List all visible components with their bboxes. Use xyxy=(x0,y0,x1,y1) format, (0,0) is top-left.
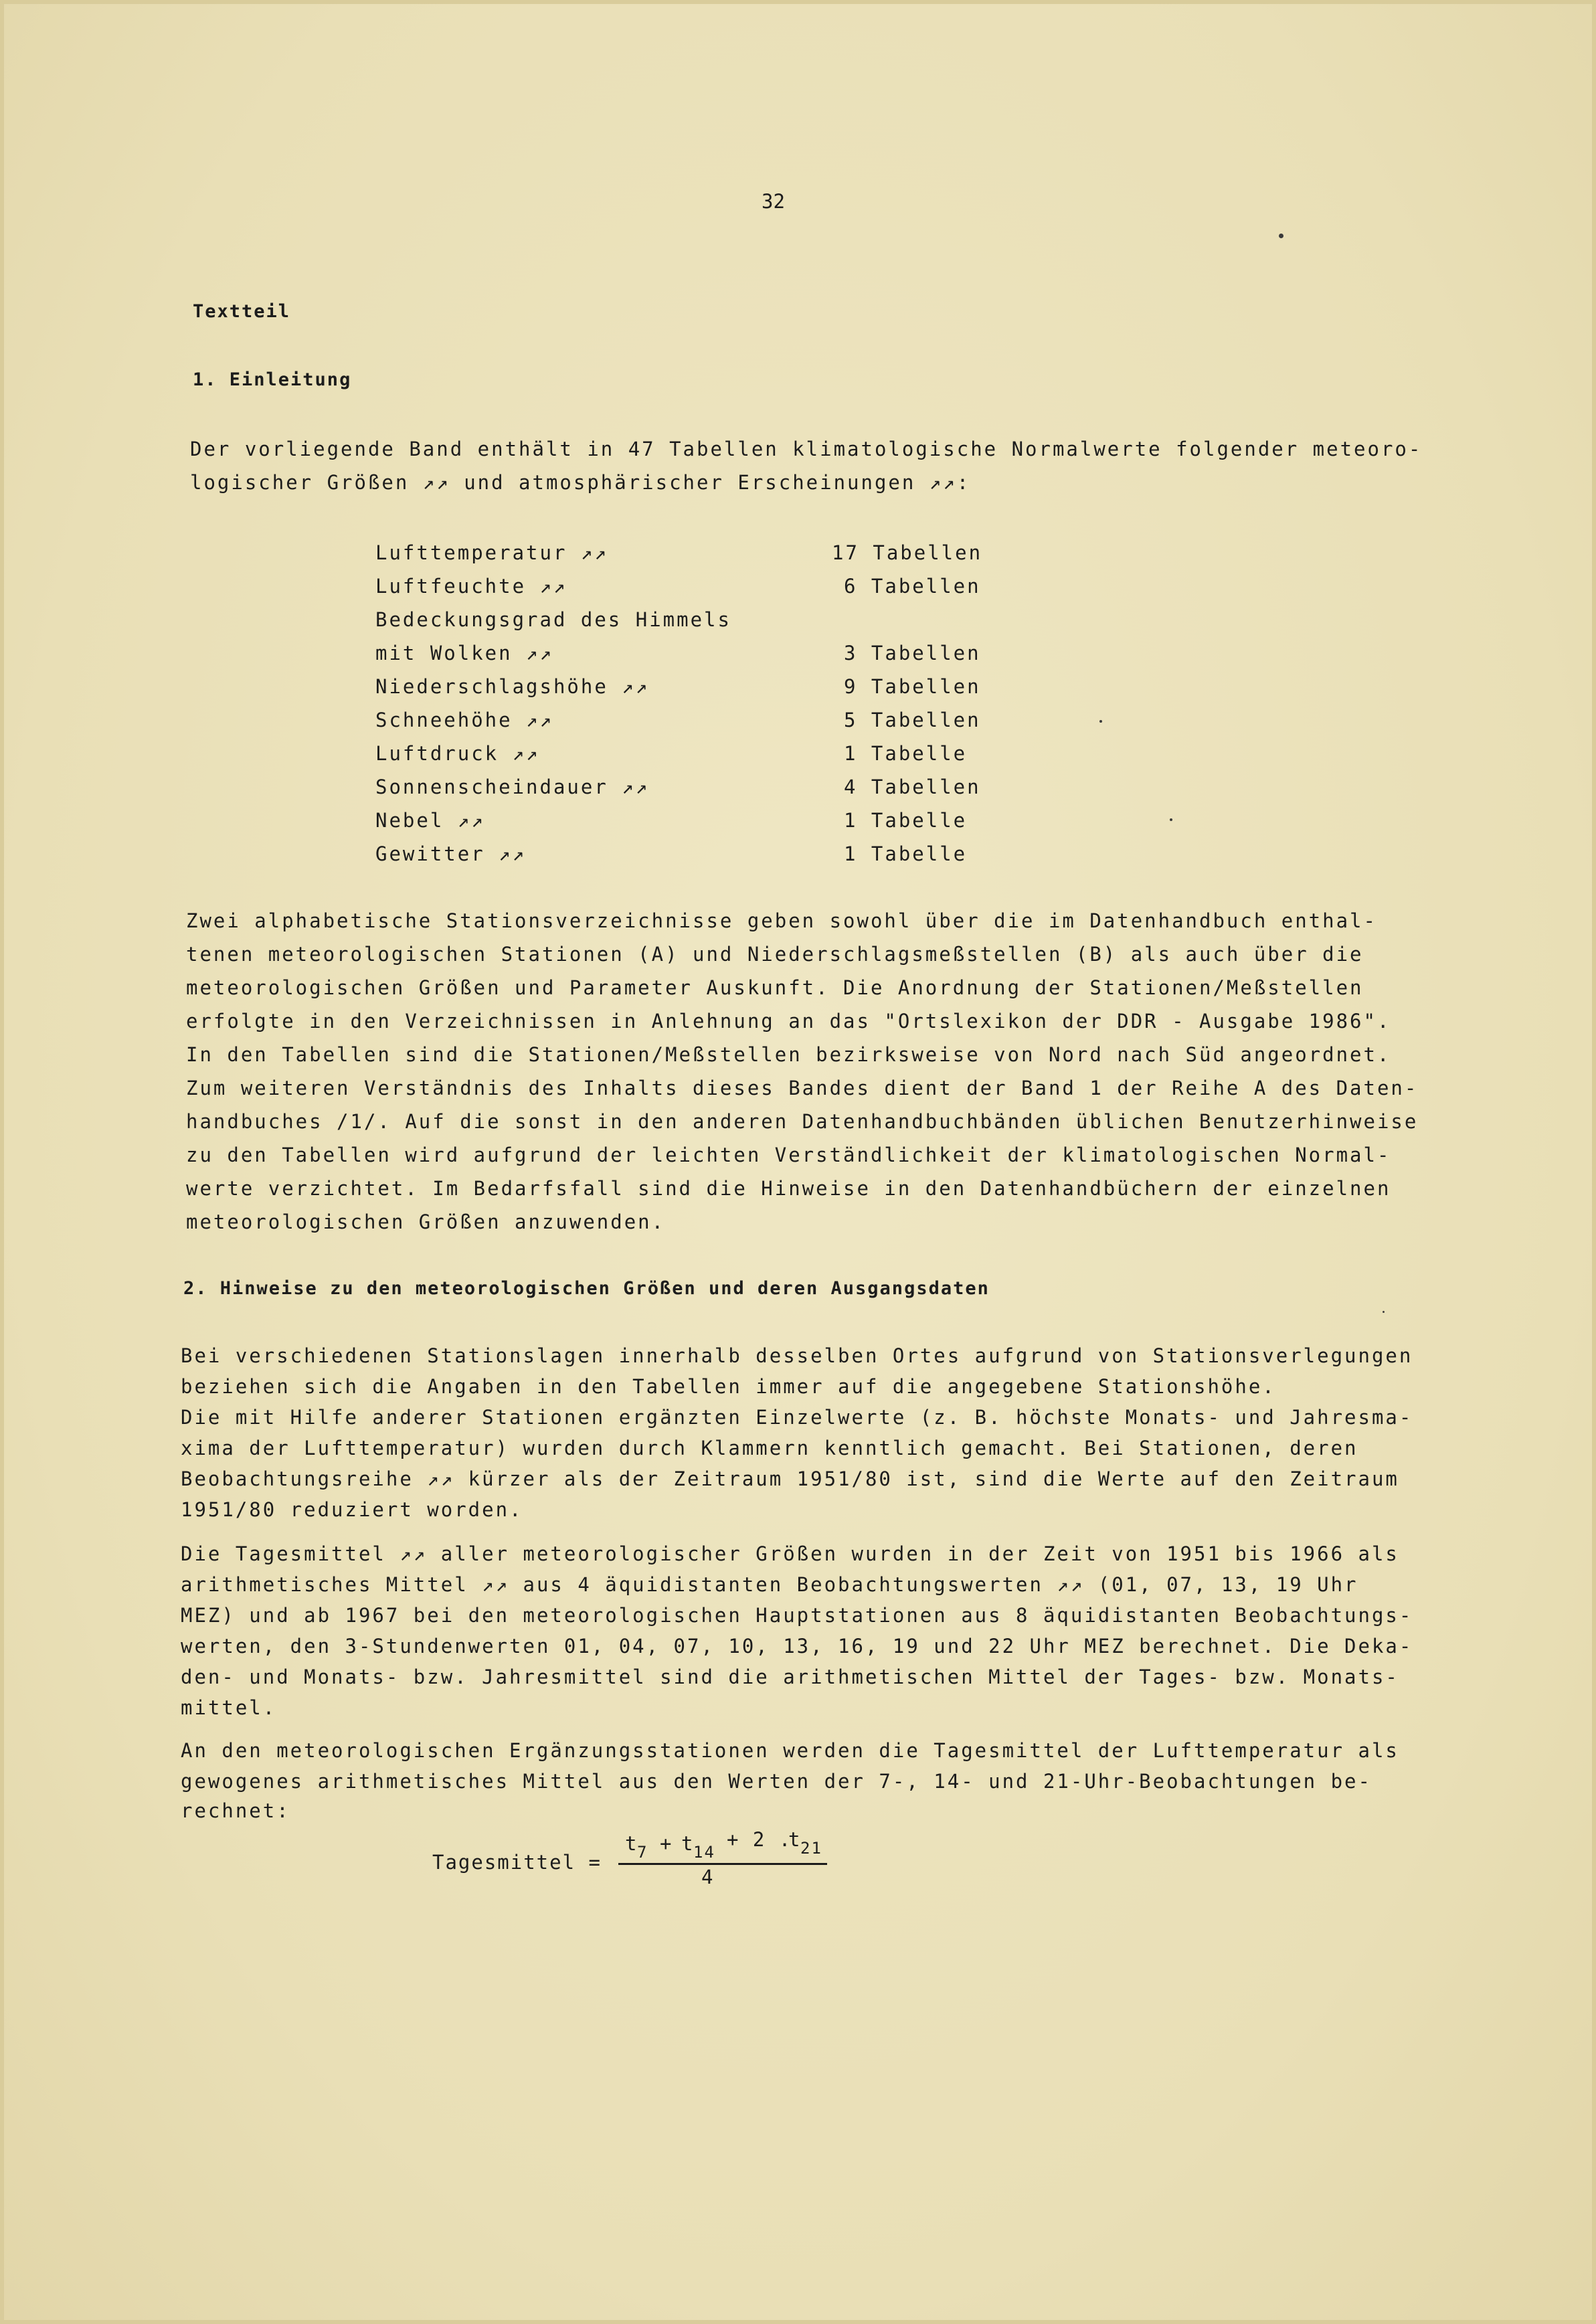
formula-plus: + xyxy=(660,1832,673,1855)
formula-t14: t xyxy=(681,1832,695,1855)
text-line: gewogenes arithmetisches Mittel aus den Werten der 7-, 14- und 21-Uhr-Beobachtungen be- xyxy=(181,1770,1372,1793)
list-item-count: 17 Tabellen xyxy=(832,541,983,564)
formula-plus-two: + 2 . xyxy=(727,1828,792,1851)
formula-denominator: 4 xyxy=(701,1866,715,1888)
text-line: Die Tagesmittel ↗↗ aller meteorologischer Größen wurden in der Zeit von 1951 bis 1966 als xyxy=(181,1542,1399,1565)
formula-t21: t xyxy=(788,1828,802,1851)
list-item xyxy=(375,640,1045,673)
list-item-name: mit Wolken ↗↗ xyxy=(375,642,553,664)
text-line: werte verzichtet. Im Bedarfsfall sind die Hinweise in den Datenhandbüchern der einzelnen xyxy=(186,1177,1391,1200)
heading-textteil: Textteil xyxy=(193,301,291,322)
list-item-count: 4 Tabellen xyxy=(844,776,981,798)
text-line: In den Tabellen sind die Stationen/Meßstellen bezirksweise von Nord nach Süd angeordnet. xyxy=(186,1043,1391,1066)
text-line: den- und Monats- bzw. Jahresmittel sind die arithmetischen Mittel der Tages- bzw. Monats- xyxy=(181,1666,1399,1688)
paper-speck xyxy=(1099,720,1102,723)
text-line: xima der Lufttemperatur) wurden durch Klammern kenntlich gemacht. Bei Stationen, deren xyxy=(181,1437,1358,1459)
list-item xyxy=(375,707,1045,740)
list-item-name: Niederschlagshöhe ↗↗ xyxy=(375,675,650,698)
text-line: beziehen sich die Angaben in den Tabellen immer auf die angegebene Stationshöhe. xyxy=(181,1375,1276,1398)
list-item xyxy=(375,840,1045,874)
notes-paragraph xyxy=(181,1342,1425,1824)
text-line: erfolgte in den Verzeichnissen in Anlehnung an das "Ortslexikon der DDR - Ausgabe 1986". xyxy=(186,1010,1391,1033)
list-item-name: Nebel ↗↗ xyxy=(375,809,485,832)
list-item xyxy=(375,774,1045,807)
fraction-bar xyxy=(618,1863,827,1865)
text-line: An den meteorologischen Ergänzungsstationen werden die Tagesmittel der Lufttemperatur als xyxy=(181,1739,1399,1762)
paper-speck xyxy=(1279,234,1283,238)
list-item-name: Bedeckungsgrad des Himmels xyxy=(375,608,731,631)
text-line: Zwei alphabetische Stationsverzeichnisse geben sowohl über die im Datenhandbuch enthal- xyxy=(186,909,1377,932)
formula-sub14: 14 xyxy=(693,1843,715,1862)
text-line: 1951/80 reduziert worden. xyxy=(181,1498,523,1521)
list-item xyxy=(375,606,1045,640)
list-item xyxy=(375,573,1045,606)
text-line: werten, den 3-Stundenwerten 01, 04, 07, 10, 13, 16, 19 und 22 Uhr MEZ berechnet. Die Deka- xyxy=(181,1635,1413,1658)
paper-speck xyxy=(1383,1311,1385,1313)
list-item xyxy=(375,807,1045,840)
list-item xyxy=(375,673,1045,707)
list-item-count: 5 Tabellen xyxy=(844,709,981,731)
list-item-count: 6 Tabellen xyxy=(844,575,981,598)
section-1-title: 1. Einleitung xyxy=(193,369,352,390)
text-line: arithmetisches Mittel ↗↗ aus 4 äquidistanten Beobachtungswerten ↗↗ (01, 07, 13, 19 Uhr xyxy=(181,1573,1358,1596)
list-item-count: 1 Tabelle xyxy=(844,809,968,832)
list-item-name: Luftdruck ↗↗ xyxy=(375,742,540,765)
list-item-count: 9 Tabellen xyxy=(844,675,981,698)
text-line: Zum weiteren Verständnis des Inhalts dieses Bandes dient der Band 1 der Reihe A des Daten- xyxy=(186,1077,1419,1099)
list-item-name: Lufttemperatur ↗↗ xyxy=(375,541,608,564)
list-item-count: 1 Tabelle xyxy=(844,842,968,865)
formula-t7: t xyxy=(625,1832,638,1855)
text-line: Die mit Hilfe anderer Stationen ergänzten Einzelwerte (z. B. höchste Monats- und Jahresma- xyxy=(181,1406,1413,1429)
page-number: 32 xyxy=(762,190,785,213)
text-line: rechnet: xyxy=(181,1799,290,1822)
list-item xyxy=(375,740,1045,774)
list-item-name: Schneehöhe ↗↗ xyxy=(375,709,553,731)
text-line: Beobachtungsreihe ↗↗ kürzer als der Zeitraum 1951/80 ist, sind die Werte auf den Zeitraum xyxy=(181,1467,1399,1490)
text-line: meteorologischen Größen anzuwenden. xyxy=(186,1211,666,1233)
text-line: mittel. xyxy=(181,1696,277,1719)
text-line: tenen meteorologischen Stationen (A) und Niederschlagsmeßstellen (B) als auch über die xyxy=(186,943,1364,966)
list-item xyxy=(375,539,1045,573)
list-item-name: Sonnenscheindauer ↗↗ xyxy=(375,776,650,798)
text-line: Der vorliegende Band enthält in 47 Tabellen klimatologische Normalwerte folgender meteoro- xyxy=(190,438,1423,460)
formula-sub21: 21 xyxy=(800,1839,822,1858)
text-line: zu den Tabellen wird aufgrund der leichten Verständlichkeit der klimatologischen Normal- xyxy=(186,1144,1391,1166)
formula-label: Tagesmittel = xyxy=(432,1851,602,1874)
text-line: meteorologischen Größen und Parameter Auskunft. Die Anordnung der Stationen/Meßstellen xyxy=(186,976,1364,999)
daily-mean-formula xyxy=(432,1819,834,1886)
text-line: Bei verschiedenen Stationslagen innerhalb desselben Ortes aufgrund von Stationsverlegungen xyxy=(181,1344,1413,1367)
formula-sub7: 7 xyxy=(637,1843,648,1862)
list-item-name: Gewitter ↗↗ xyxy=(375,842,527,865)
list-item-count: 3 Tabellen xyxy=(844,642,981,664)
stations-paragraph xyxy=(186,907,1424,1242)
text-line: handbuches /1/. Auf die sonst in den anderen Datenhandbuchbänden üblichen Benutzerhinweise xyxy=(186,1110,1419,1133)
text-line: logischer Größen ↗↗ und atmosphärischer Erscheinungen ↗↗: xyxy=(190,471,971,494)
text-line: MEZ) und ab 1967 bei den meteorologischen Hauptstationen aus 8 äquidistanten Beobachtungs- xyxy=(181,1604,1413,1627)
paper-speck xyxy=(1170,818,1172,821)
quantity-list xyxy=(375,539,1045,874)
section-2-title: 2. Hinweise zu den meteorologischen Größen und deren Ausgangsdaten xyxy=(183,1278,990,1299)
list-item-name: Luftfeuchte ↗↗ xyxy=(375,575,567,598)
intro-paragraph xyxy=(190,436,1423,503)
list-item-count: 1 Tabelle xyxy=(844,742,968,765)
